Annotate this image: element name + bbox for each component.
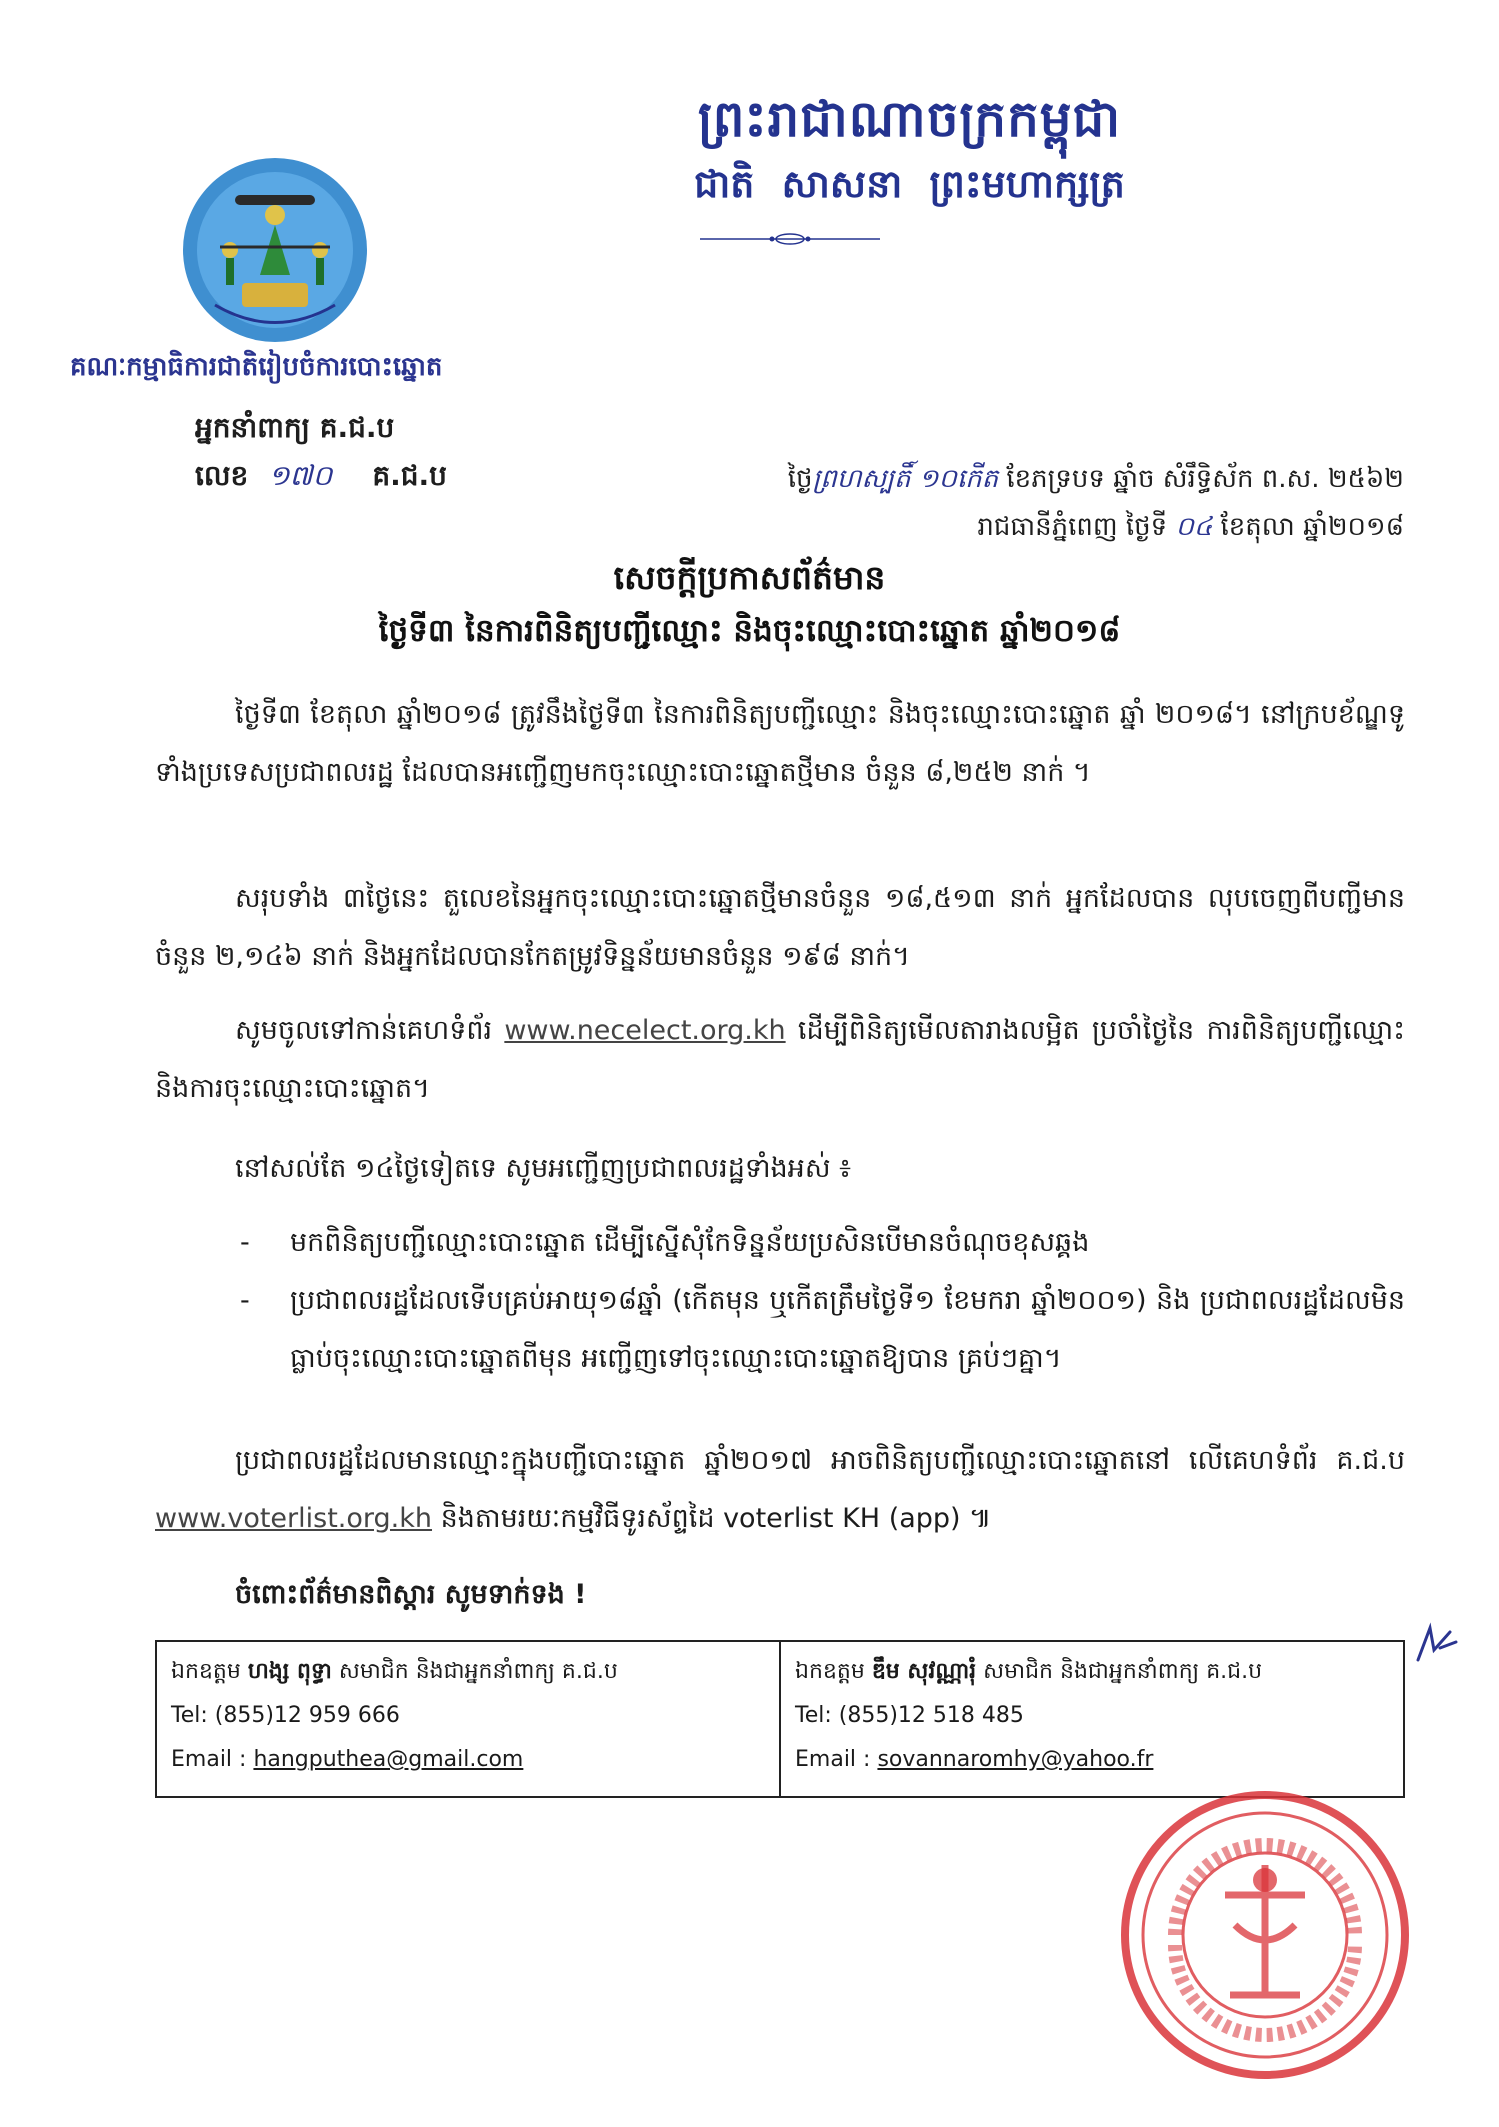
paragraph-3-text-end: ដើម្បីពិនិត្យមើលតារាងលម្អិត ប្រចាំថ្ងៃនៃ ការពិនិត្យបញ្ជីឈ្មោះ និងការចុះឈ្មោះបោះឆ្នោត។ [155, 1015, 1405, 1104]
paragraph-contact-note: ចំពោះព័ត៌មានពិស្តារ សូមទាក់ទង ! [235, 1579, 587, 1610]
solar-date [977, 510, 1404, 548]
paragraph-5-text: ប្រជាពលរដ្ឋដែលមានឈ្មោះក្នុងបញ្ជីបោះឆ្នោត ឆ្នាំ២០១៧ អាចពិនិត្យបញ្ជីឈ្មោះបោះឆ្នោតនៅ លើគេហទំព័រ គ.ជ.ប [235, 1445, 1405, 1476]
lunar-date [788, 462, 1404, 500]
initial-signature [1410, 1620, 1460, 1670]
reference-number: ១៧០ [268, 459, 333, 492]
lunar-date-handwritten: ព្រហស្បតិ៍ ១០កើត [812, 464, 999, 494]
document-subtitle: ថ្ងៃទី៣ នៃការពិនិត្យបញ្ជីឈ្មោះ និងចុះឈ្មោះបោះឆ្នោត ឆ្នាំ២០១៨ [378, 613, 1121, 649]
contacts-table [155, 1640, 1405, 1798]
bullet-item-1: - មកពិនិត្យបញ្ជីឈ្មោះបោះឆ្នោត ដើម្បីស្នើសុំកែទិន្នន័យប្រសិនបើមានចំណុចខុសឆ្គង [240, 1214, 1405, 1272]
contact-cell-1 [157, 1642, 779, 1796]
spokesperson-label: អ្នកនាំពាក្យ គ.ជ.ប [195, 411, 395, 444]
contact-email-link[interactable]: hangputhea@gmail.com [253, 1747, 524, 1772]
reference-suffix: គ.ជ.ប [372, 459, 447, 492]
lunar-date-rest: ខែភទ្របទ ឆ្នាំច សំរឹទ្ធិស័ក ព.ស. ២៥៦២ [1006, 464, 1404, 494]
contact-cell-2 [779, 1642, 1403, 1796]
reference-line [195, 458, 447, 499]
contact-tel: Tel: (855)12 959 666 [171, 1703, 400, 1728]
document-title: សេចក្តីប្រកាសព័ត៌មាន [613, 558, 886, 597]
paragraph-4: នៅសល់តែ ១៤ថ្ងៃទៀតទេ សូមអញ្ជើញប្រជាពលរដ្ឋទាំងអស់ ៖ [235, 1153, 851, 1184]
kingdom-title: ព្រះរាជាណាចក្រកម្ពុជា [697, 90, 1122, 148]
contact-email-label: Email : [171, 1747, 254, 1772]
contact-name: ហង្ស ពុទ្ធា [247, 1659, 332, 1684]
national-motto: ជាតិ សាសនា ព្រះមហាក្សត្រ [694, 162, 1125, 206]
lunar-date-prefix: ថ្ងៃ [787, 464, 813, 494]
contact-role: សមាជិក និងជាអ្នកនាំពាក្យ គ.ជ.ប [983, 1659, 1263, 1684]
paragraph-2: សរុបទាំង ៣ថ្ងៃនេះ តួលេខនៃអ្នកចុះឈ្មោះបោះឆ្នោតថ្មីមានចំនួន ១៨,៥១៣ នាក់ អ្នកដែលបាន លុបចេញពីបញ្ជីមានចំនួន ២,១៤៦ នាក់ និងអ្នកដែលបានកែតម្រូវទិន្នន័យមានចំនួន ១៩៨ នាក់។ [155, 883, 1405, 972]
nec-website-link[interactable]: www.necelect.org.kh [504, 1015, 786, 1046]
paragraph-3 [155, 1002, 1405, 1118]
bullet-list [240, 1214, 1405, 1388]
reference-label: លេខ [195, 459, 249, 492]
ornament-divider [700, 232, 880, 246]
contact-role: សមាជិក និងជាអ្នកនាំពាក្យ គ.ជ.ប [338, 1659, 618, 1684]
paragraph-3-text: សូមចូលទៅកាន់គេហទំព័រ [235, 1015, 505, 1046]
contact-prefix: ឯកឧត្តម [171, 1659, 241, 1684]
solar-date-prefix: រាជធានីភ្នំពេញ ថ្ងៃទី [977, 512, 1168, 542]
contact-tel: Tel: (855)12 518 485 [795, 1703, 1024, 1728]
nec-logo [180, 155, 370, 345]
solar-date-rest: ខែតុលា ឆ្នាំ២០១៨ [1220, 512, 1404, 542]
bullet-item-2: - ប្រជាពលរដ្ឋដែលទើបគ្រប់អាយុ១៨ឆ្នាំ (កើតមុន ឬកើតត្រឹមថ្ងៃទី១ ខែមករា ឆ្នាំ២០០១) និង ប្រជាពលរដ្ឋដែលមិនធ្លាប់ចុះឈ្មោះបោះឆ្នោតពីមុន អញ្ជើញទៅចុះឈ្មោះបោះឆ្នោតឱ្យបាន គ្រប់ៗគ្នា។ [240, 1272, 1405, 1388]
contact-email-link[interactable]: sovannaromhy@yahoo.fr [877, 1747, 1154, 1772]
paragraph-5-text-end: និងតាមរយៈកម្មវិធីទូរស័ព្ទដៃ voterlist KH (app) ៕ [432, 1503, 992, 1534]
contact-email-label: Email : [795, 1747, 878, 1772]
official-seal-stamp [1115, 1785, 1415, 2085]
contact-prefix: ឯកឧត្តម [795, 1659, 865, 1684]
paragraph-5 [155, 1432, 1405, 1548]
voterlist-website-link[interactable]: www.voterlist.org.kh [155, 1503, 433, 1534]
paragraph-1: ថ្ងៃទី៣ ខែតុលា ឆ្នាំ២០១៨ ត្រូវនឹងថ្ងៃទី៣ នៃការពិនិត្យបញ្ជីឈ្មោះ និងចុះឈ្មោះបោះឆ្នោត ឆ្នាំ ២០១៨។ នៅក្របខ័ណ្ឌទូទាំងប្រទេសប្រជាពលរដ្ឋ ដែលបានអញ្ជើញមកចុះឈ្មោះបោះឆ្នោតថ្មីមាន ចំនួន ៨,២៥២ នាក់ ។ [155, 699, 1405, 788]
solar-date-handwritten: ០៤ [1175, 512, 1213, 542]
contact-name: ឌឹម សុវណ្ណារុំ [871, 1659, 977, 1684]
committee-name: គណៈកម្មាធិការជាតិរៀបចំការបោះឆ្នោត [70, 352, 443, 382]
